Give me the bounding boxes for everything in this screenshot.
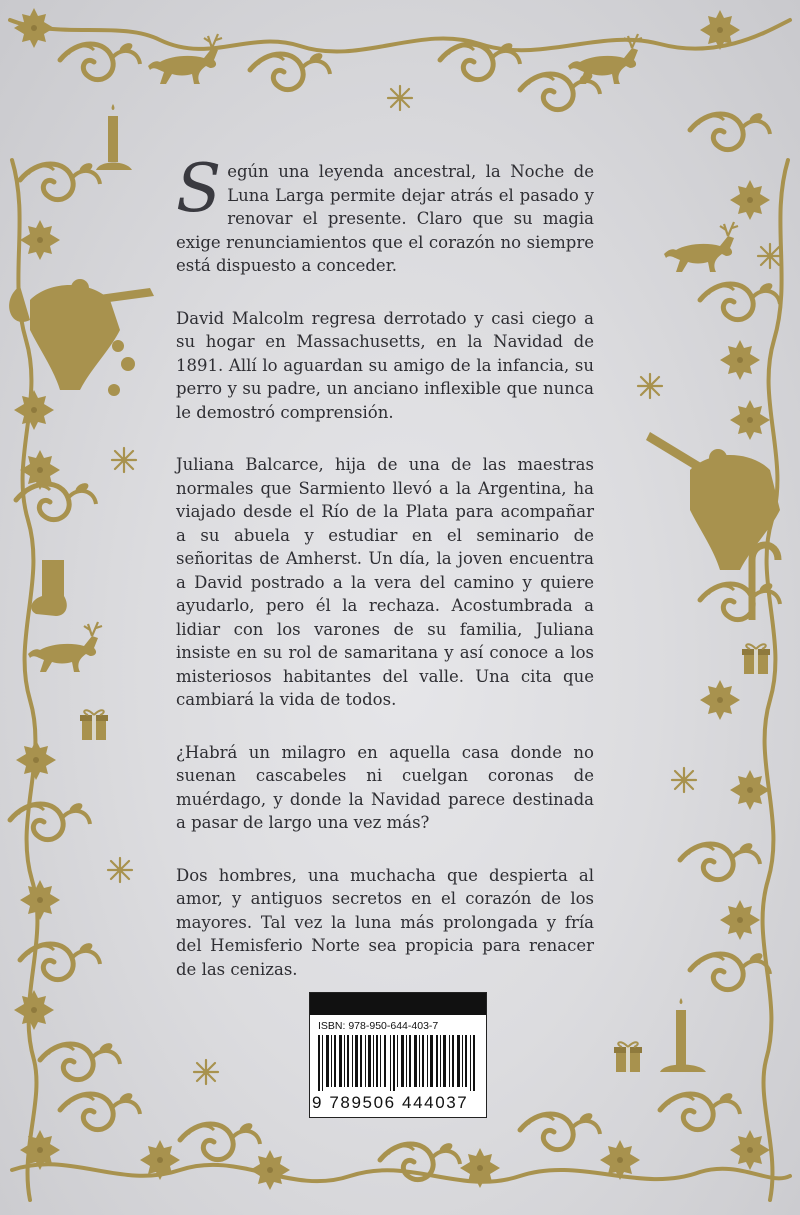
barcode-header-bar: [310, 993, 486, 1015]
stocking-icon: [31, 560, 67, 616]
paragraph-5: Dos hombres, una muchacha que despierta al amor, y antiguos secretos en el corazón de los mayores. Tal vez la luna más prolongada y fría del Hemisferio Norte sea propicia para renacer de las cenizas.: [176, 865, 594, 979]
candle-icon: [660, 998, 706, 1072]
barcode: [309, 992, 487, 1118]
synopsis-text: [176, 150, 594, 1010]
paragraph-3: Juliana Balcarce, hija de una de las maestras normales que Sarmiento llevó a la Argentina, ha viajado desde el Río de la Plata para acompañar a su abuela y estudiar en el seminario de señoritas de Amherst. Un día, la joven encuentra a David postrado a la vera del camino y quiere ayudarlo, pero él la rechaza. Acostumbrada a lidiar con los varones de su familia, Juliana insiste en su rol de samaritana y así conoce a los misteriosos habitantes del valle. Una cita que cambiará la vida de todos.: [176, 455, 594, 709]
candle-icon: [96, 104, 132, 170]
paragraph-4: ¿Habrá un milagro en aquella casa donde no suenan cascabeles ni cuelgan coronas de muérdago, y donde la Navidad parece destinada a pasar de largo una vez más?: [176, 742, 594, 832]
barcode-digits: 9 789506 444037: [312, 1093, 469, 1112]
barcode-bars: [318, 1035, 478, 1091]
paragraph-2: David Malcolm regresa derrotado y casi ciego a su hogar en Massachusetts, en la Navidad de 1891. Allí lo aguardan su amigo de la infancia, su perro y su padre, un anciano inflexible que nunca le demostró comprensión.: [176, 308, 594, 422]
isbn-label: ISBN: 978-950-644-403-7: [318, 1020, 439, 1032]
drop-cap: S: [176, 150, 222, 227]
paragraph-1-text: egún una leyenda ancestral, la Noche de Luna Larga permite dejar atrás el pasado y renovar el presente. Claro que su magia exige renunciamientos que el corazón no siempre está dispuesto a conceder.: [176, 162, 594, 275]
paragraph-1: [176, 150, 594, 278]
